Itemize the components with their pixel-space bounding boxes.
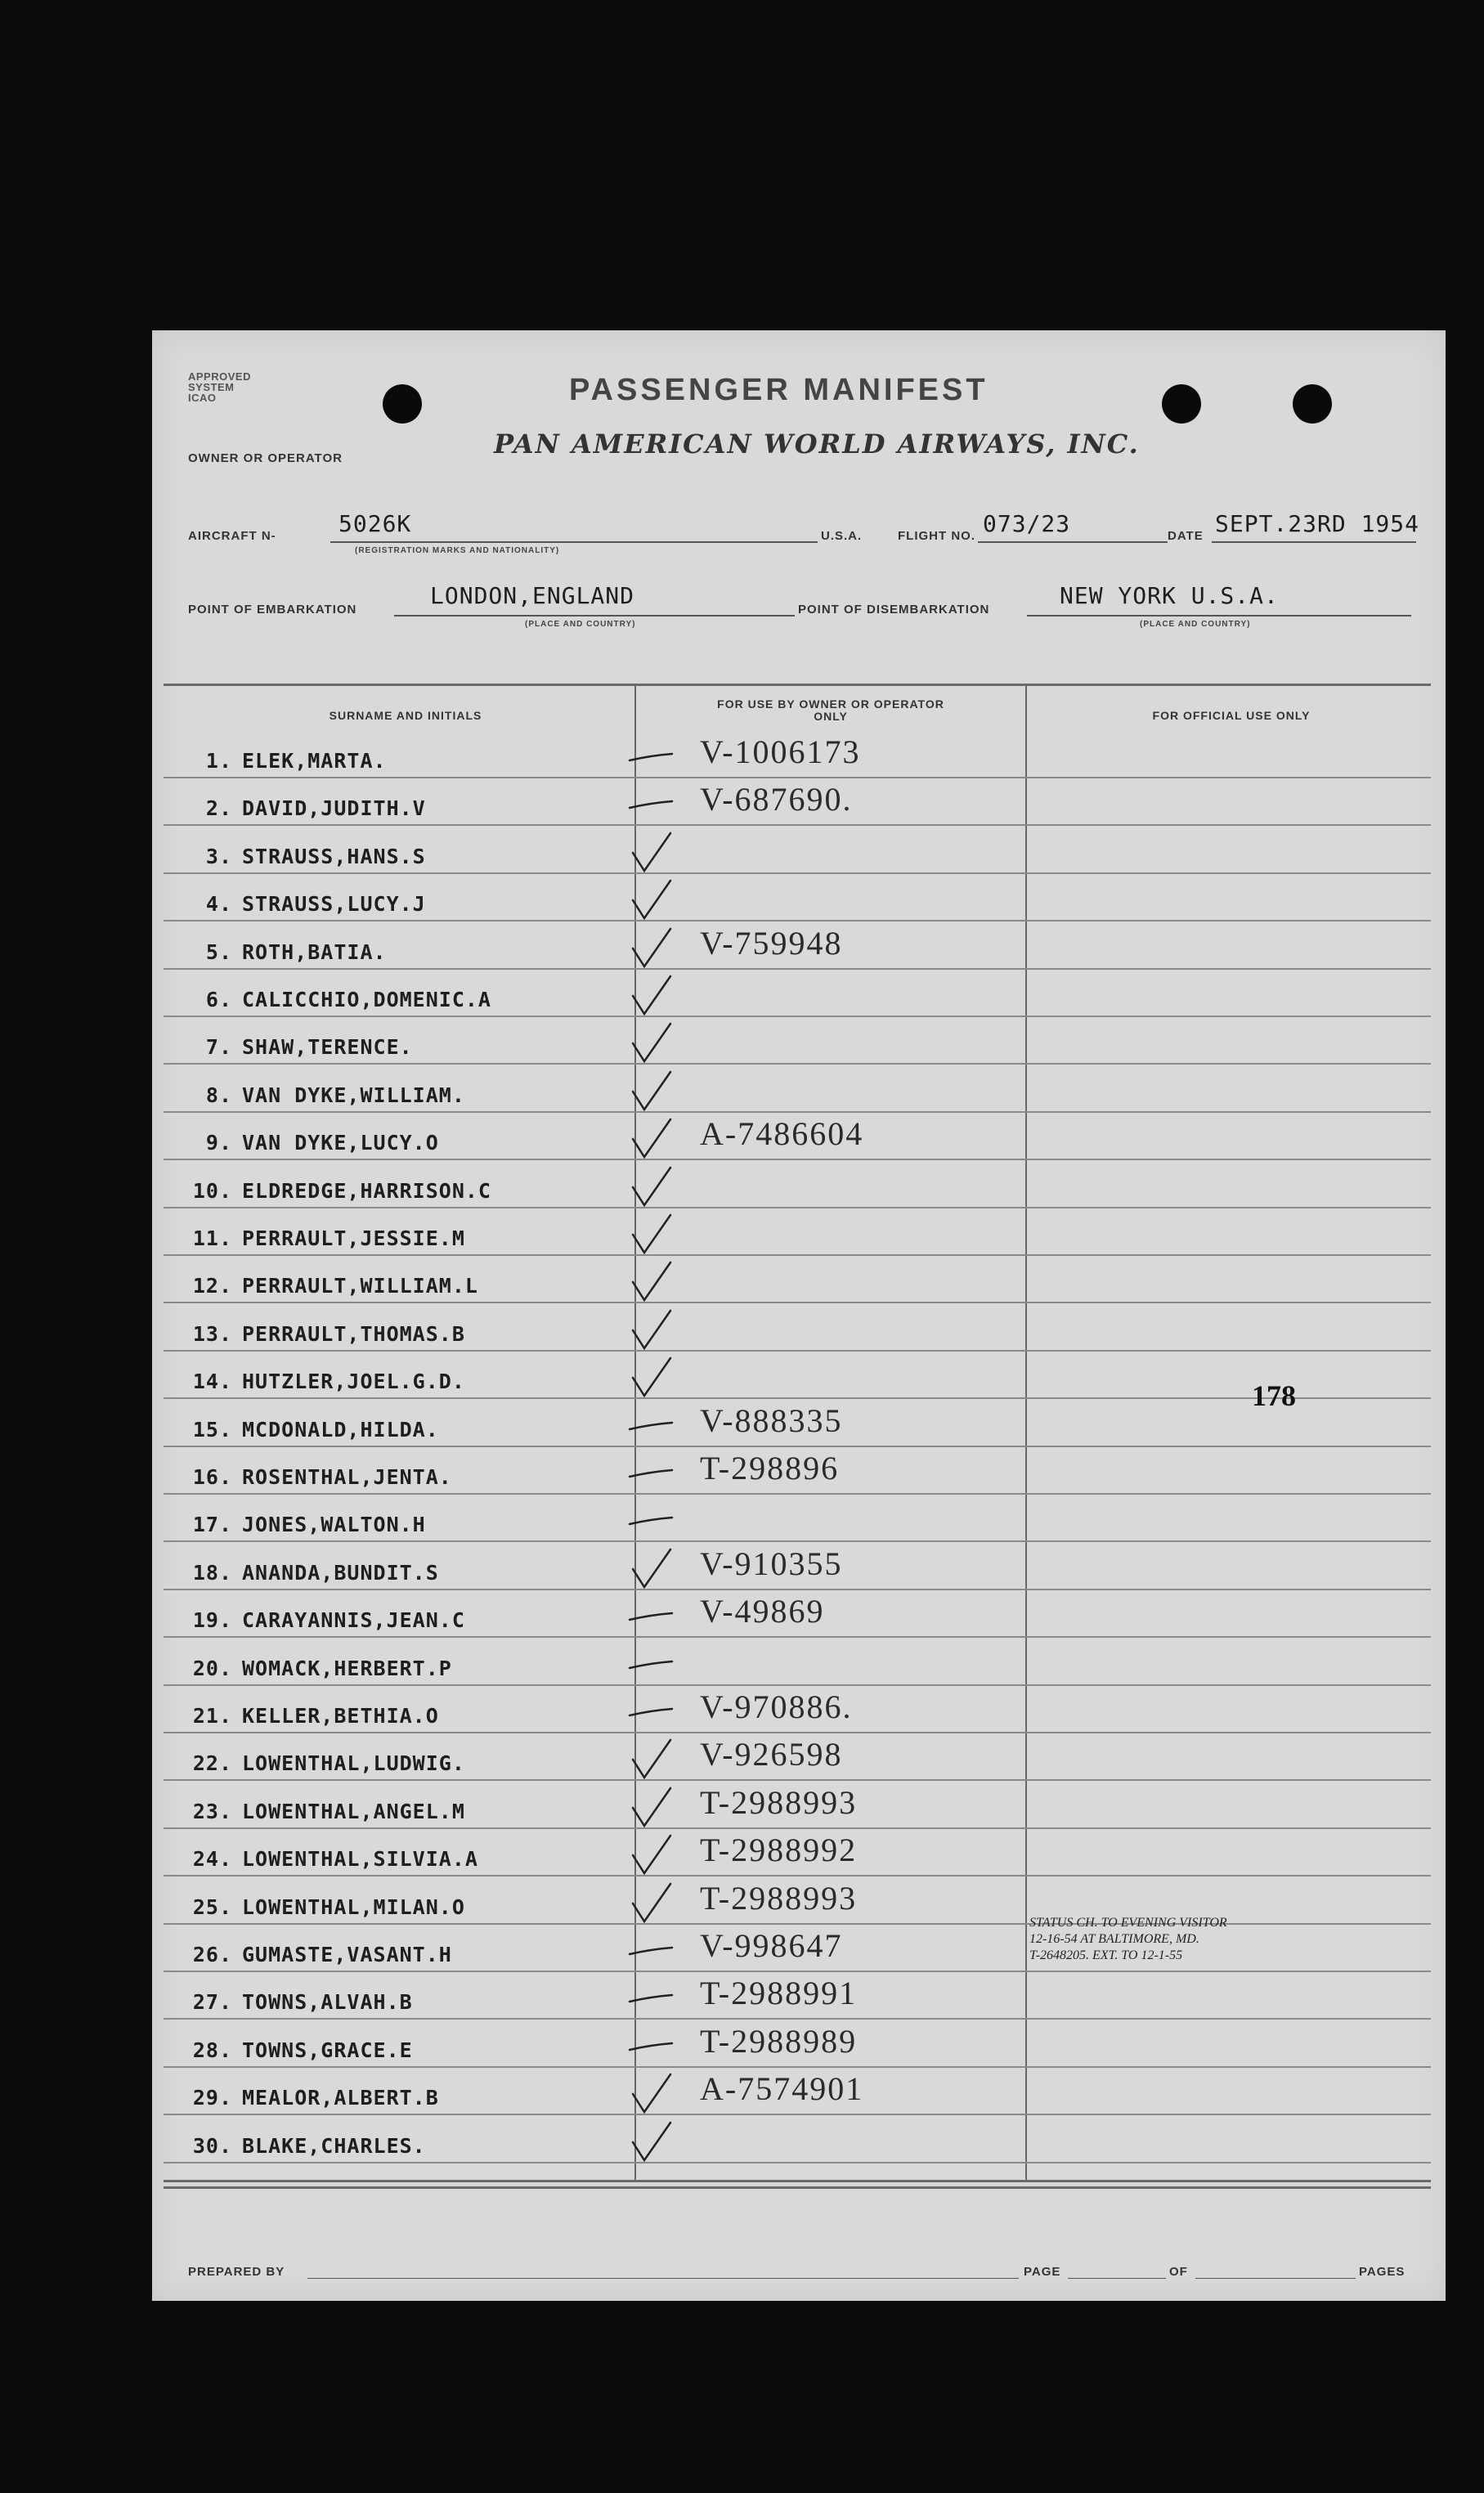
- operator-code: T-2988992: [700, 1832, 858, 1868]
- table-bottom-rule: [164, 2180, 1431, 2182]
- prepared-by-label: PREPARED BY: [188, 2265, 285, 2279]
- dash-mark-icon: [626, 1926, 675, 1975]
- airline-name: PAN AMERICAN WORLD AIRWAYS, INC.: [494, 428, 1140, 460]
- operator-code: T-2988993: [700, 1784, 858, 1821]
- punch-hole: [383, 384, 422, 424]
- checkmark-icon: [626, 1163, 675, 1212]
- col-header-operator: FOR USE BY OWNER OR OPERATOR ONLY: [717, 697, 944, 723]
- usa-label: U.S.A.: [821, 529, 863, 543]
- passenger-surname-initials: ELEK,MARTA.: [242, 749, 387, 773]
- passenger-name: [180, 1847, 478, 1871]
- official-note: STATUS CH. TO EVENING VISITOR 12-16-54 AT BALTIMORE, MD. T-2648205. EXT. TO 12-1-55: [1029, 1916, 1227, 1962]
- passenger-name: [180, 892, 426, 916]
- passenger-name: [180, 1370, 465, 1393]
- passenger-number: 6.: [205, 988, 232, 1011]
- passenger-name: [180, 1083, 465, 1107]
- passenger-surname-initials: STRAUSS,LUCY.J: [242, 892, 426, 916]
- passenger-surname-initials: KELLER,BETHIA.O: [242, 1704, 439, 1728]
- row-rule: [164, 2018, 1431, 2020]
- row-rule: [164, 920, 1431, 921]
- checkmark-icon: [626, 2069, 675, 2119]
- passenger-number: 20.: [192, 1657, 232, 1680]
- owner-label: OWNER OR OPERATOR: [188, 451, 343, 465]
- operator-code: V-998647: [700, 1927, 843, 1964]
- passenger-number: 12.: [192, 1274, 232, 1298]
- passenger-surname-initials: LOWENTHAL,SILVIA.A: [242, 1847, 478, 1871]
- checkmark-icon: [626, 1258, 675, 1307]
- passenger-surname-initials: GUMASTE,VASANT.H: [242, 1943, 452, 1966]
- row-rule: [164, 1207, 1431, 1208]
- flight-value: 073/23: [983, 510, 1071, 537]
- operator-code: V-888335: [700, 1402, 843, 1439]
- row-rule: [164, 2162, 1431, 2163]
- row-rule: [164, 1684, 1431, 1686]
- row-rule: [164, 1159, 1431, 1160]
- passenger-surname-initials: VAN DYKE,LUCY.O: [242, 1131, 439, 1155]
- passenger-number: 2.: [205, 796, 232, 820]
- passenger-number: 26.: [192, 1943, 232, 1966]
- page-label: PAGE: [1024, 2265, 1061, 2279]
- date-label: DATE: [1168, 529, 1204, 543]
- checkmark-icon: [626, 2118, 675, 2167]
- row-rule: [164, 1732, 1431, 1733]
- passenger-surname-initials: SHAW,TERENCE.: [242, 1035, 413, 1059]
- disembark-value: NEW YORK U.S.A.: [1060, 582, 1279, 609]
- checkmark-icon: [626, 1019, 675, 1068]
- operator-code: T-2988991: [700, 1975, 858, 2011]
- passenger-surname-initials: ROSENTHAL,JENTA.: [242, 1465, 452, 1489]
- checkmark-icon: [626, 1210, 675, 1259]
- row-rule: [164, 1923, 1431, 1925]
- row-rule: [164, 1636, 1431, 1638]
- passenger-surname-initials: BLAKE,CHARLES.: [242, 2134, 426, 2158]
- checkmark-icon: [626, 971, 675, 1020]
- dash-mark-icon: [626, 1592, 675, 1641]
- passenger-surname-initials: PERRAULT,THOMAS.B: [242, 1322, 465, 1346]
- passenger-name: [180, 749, 387, 773]
- dash-mark-icon: [626, 1688, 675, 1737]
- checkmark-icon: [626, 924, 675, 973]
- passenger-surname-initials: MEALOR,ALBERT.B: [242, 2086, 439, 2110]
- passenger-number: 17.: [192, 1513, 232, 1536]
- passenger-surname-initials: ELDREDGE,HARRISON.C: [242, 1179, 491, 1203]
- dash-mark-icon: [626, 1496, 675, 1545]
- passenger-number: 14.: [192, 1370, 232, 1393]
- column-divider: [1025, 684, 1027, 2180]
- passenger-number: 23.: [192, 1800, 232, 1823]
- passenger-surname-initials: LOWENTHAL,MILAN.O: [242, 1895, 465, 1919]
- passenger-surname-initials: TOWNS,GRACE.E: [242, 2038, 413, 2062]
- passenger-surname-initials: ANANDA,BUNDIT.S: [242, 1561, 439, 1585]
- passenger-number: 4.: [205, 892, 232, 916]
- table-top-rule: [164, 684, 1431, 686]
- operator-code: A-7574901: [700, 2070, 864, 2107]
- row-rule: [164, 2066, 1431, 2068]
- passenger-number: 13.: [192, 1322, 232, 1346]
- passenger-surname-initials: LOWENTHAL,LUDWIG.: [242, 1751, 465, 1775]
- passenger-number: 11.: [192, 1226, 232, 1250]
- dash-mark-icon: [626, 1640, 675, 1689]
- passenger-surname-initials: JONES,WALTON.H: [242, 1513, 426, 1536]
- row-rule: [164, 1397, 1431, 1399]
- punch-hole: [1293, 384, 1332, 424]
- row-rule: [164, 824, 1431, 826]
- passenger-surname-initials: ROTH,BATIA.: [242, 940, 387, 964]
- operator-code: V-926598: [700, 1736, 843, 1773]
- pages-label: PAGES: [1359, 2265, 1406, 2279]
- passenger-number: 3.: [205, 845, 232, 868]
- col-header-official: FOR OFFICIAL USE ONLY: [1152, 709, 1311, 722]
- passenger-name: [180, 2038, 413, 2062]
- operator-code: V-1006173: [700, 733, 861, 770]
- passenger-name: [180, 845, 426, 868]
- of-label: OF: [1169, 2265, 1188, 2279]
- passenger-number: 1.: [205, 749, 232, 773]
- passenger-surname-initials: LOWENTHAL,ANGEL.M: [242, 1800, 465, 1823]
- passenger-number: 22.: [192, 1751, 232, 1775]
- passenger-name: [180, 1608, 465, 1632]
- aircraft-sub: (REGISTRATION MARKS AND NATIONALITY): [355, 546, 560, 555]
- passenger-name: [180, 796, 426, 820]
- row-rule: [164, 1540, 1431, 1542]
- passenger-surname-initials: DAVID,JUDITH.V: [242, 796, 426, 820]
- passenger-name: [180, 1561, 439, 1585]
- passenger-number: 7.: [205, 1035, 232, 1059]
- row-rule: [164, 1302, 1431, 1303]
- aircraft-value: 5026K: [338, 510, 412, 537]
- passenger-name: [180, 1751, 465, 1775]
- passenger-name: [180, 1513, 426, 1536]
- disembark-label: POINT OF DISEMBARKATION: [798, 603, 990, 617]
- passenger-surname-initials: PERRAULT,WILLIAM.L: [242, 1274, 478, 1298]
- checkmark-icon: [626, 876, 675, 925]
- passenger-number: 18.: [192, 1561, 232, 1585]
- passenger-name: [180, 1800, 465, 1823]
- passenger-number: 27.: [192, 1990, 232, 2014]
- row-rule: [164, 872, 1431, 874]
- passenger-surname-initials: MCDONALD,HILDA.: [242, 1418, 439, 1442]
- checkmark-icon: [626, 1353, 675, 1402]
- passenger-name: [180, 1465, 452, 1489]
- passenger-number: 24.: [192, 1847, 232, 1871]
- operator-code: V-970886.: [700, 1688, 853, 1725]
- row-rule: [164, 968, 1431, 970]
- checkmark-icon: [626, 1545, 675, 1594]
- checkmark-icon: [626, 1735, 675, 1784]
- row-rule: [164, 2114, 1431, 2115]
- passenger-name: [180, 988, 491, 1011]
- passenger-name: [180, 1322, 465, 1346]
- approval-block: APPROVED SYSTEM ICAO: [188, 370, 251, 404]
- date-value: SEPT.23RD 1954: [1215, 510, 1420, 537]
- row-rule: [164, 1254, 1431, 1256]
- dash-mark-icon: [626, 1974, 675, 2023]
- checkmark-icon: [626, 828, 675, 877]
- passenger-name: [180, 1035, 413, 1059]
- checkmark-icon: [626, 1067, 675, 1116]
- passenger-number: 21.: [192, 1704, 232, 1728]
- col-header-names: SURNAME AND INITIALS: [329, 709, 482, 722]
- embark-value: LONDON,ENGLAND: [430, 582, 635, 609]
- checkmark-icon: [626, 1114, 675, 1164]
- row-rule: [164, 1971, 1431, 1972]
- checkmark-icon: [626, 1783, 675, 1832]
- row-rule: [164, 1446, 1431, 1447]
- flight-label: FLIGHT NO.: [898, 529, 975, 543]
- dash-mark-icon: [626, 733, 675, 782]
- passenger-number: 10.: [192, 1179, 232, 1203]
- passenger-name: [180, 1895, 465, 1919]
- passenger-name: [180, 1943, 452, 1966]
- checkmark-icon: [626, 1879, 675, 1928]
- operator-code: V-49869: [700, 1593, 825, 1630]
- operator-code: V-759948: [700, 925, 843, 962]
- row-rule: [164, 1779, 1431, 1781]
- passenger-number: 30.: [192, 2134, 232, 2158]
- passenger-name: [180, 1179, 491, 1203]
- official-stamp-number: 178: [1252, 1379, 1296, 1412]
- passenger-name: [180, 2086, 439, 2110]
- row-rule: [164, 1063, 1431, 1065]
- passenger-name: [180, 2134, 426, 2158]
- embark-label: POINT OF EMBARKATION: [188, 603, 357, 617]
- passenger-surname-initials: HUTZLER,JOEL.G.D.: [242, 1370, 465, 1393]
- passenger-number: 16.: [192, 1465, 232, 1489]
- passenger-surname-initials: VAN DYKE,WILLIAM.: [242, 1083, 465, 1107]
- checkmark-icon: [626, 1306, 675, 1355]
- passenger-surname-initials: CARAYANNIS,JEAN.C: [242, 1608, 465, 1632]
- passenger-surname-initials: WOMACK,HERBERT.P: [242, 1657, 452, 1680]
- manifest-sheet: [152, 330, 1446, 2301]
- passenger-surname-initials: PERRAULT,JESSIE.M: [242, 1226, 465, 1250]
- operator-code: A-7486604: [700, 1115, 864, 1152]
- passenger-number: 25.: [192, 1895, 232, 1919]
- row-rule: [164, 1827, 1431, 1829]
- aircraft-label: AIRCRAFT N-: [188, 529, 276, 543]
- passenger-number: 8.: [205, 1083, 232, 1107]
- operator-code: T-298896: [700, 1450, 840, 1486]
- dash-mark-icon: [626, 1401, 675, 1451]
- row-rule: [164, 777, 1431, 778]
- passenger-number: 28.: [192, 2038, 232, 2062]
- dash-mark-icon: [626, 780, 675, 829]
- passenger-name: [180, 1274, 478, 1298]
- operator-code: T-2988989: [700, 2023, 858, 2060]
- operator-code: V-910355: [700, 1545, 843, 1582]
- passenger-name: [180, 1990, 413, 2014]
- passenger-surname-initials: TOWNS,ALVAH.B: [242, 1990, 413, 2014]
- passenger-name: [180, 940, 387, 964]
- passenger-surname-initials: STRAUSS,HANS.S: [242, 845, 426, 868]
- dash-mark-icon: [626, 2022, 675, 2071]
- checkmark-icon: [626, 1831, 675, 1880]
- manifest-title: PASSENGER MANIFEST: [569, 373, 989, 407]
- punch-hole: [1162, 384, 1201, 424]
- passenger-number: 29.: [192, 2086, 232, 2110]
- disembark-sub: (PLACE AND COUNTRY): [1140, 620, 1251, 629]
- passenger-name: [180, 1657, 452, 1680]
- row-rule: [164, 1589, 1431, 1590]
- passenger-name: [180, 1418, 439, 1442]
- dash-mark-icon: [626, 1449, 675, 1498]
- operator-code: T-2988993: [700, 1880, 858, 1917]
- passenger-name: [180, 1226, 465, 1250]
- row-rule: [164, 1493, 1431, 1495]
- row-rule: [164, 1111, 1431, 1113]
- passenger-number: 15.: [192, 1418, 232, 1442]
- passenger-surname-initials: CALICCHIO,DOMENIC.A: [242, 988, 491, 1011]
- passenger-name: [180, 1704, 439, 1728]
- row-rule: [164, 1350, 1431, 1352]
- passenger-number: 5.: [205, 940, 232, 964]
- embark-sub: (PLACE AND COUNTRY): [525, 620, 636, 629]
- passenger-number: 19.: [192, 1608, 232, 1632]
- table-bottom-rule: [164, 2186, 1431, 2189]
- row-rule: [164, 1875, 1431, 1876]
- operator-code: V-687690.: [700, 781, 853, 818]
- passenger-name: [180, 1131, 439, 1155]
- row-rule: [164, 1016, 1431, 1017]
- passenger-number: 9.: [205, 1131, 232, 1155]
